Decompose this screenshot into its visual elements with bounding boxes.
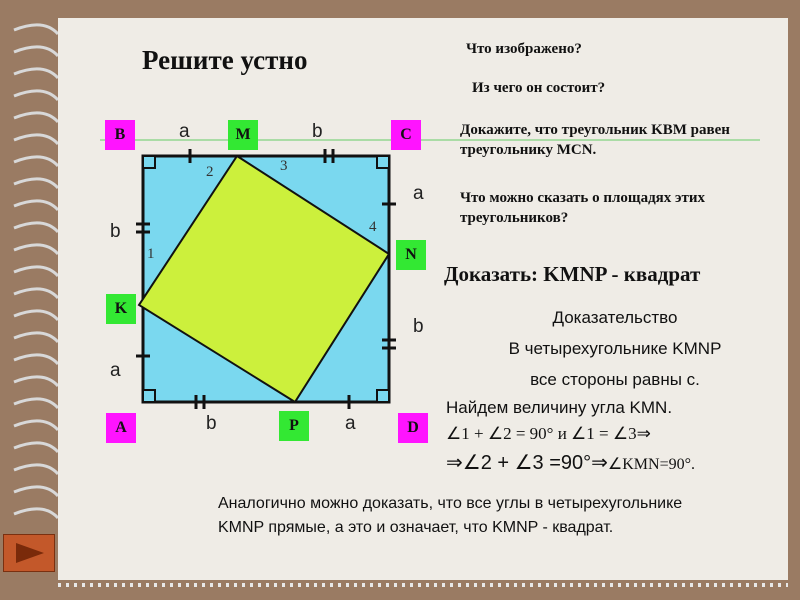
task-1: Докажите, что треугольник KBM равен треугольнику MCN.: [460, 122, 730, 158]
point-label-p: P: [279, 411, 309, 441]
conclusion-text: Аналогично можно доказать, что все углы в четырехугольнике KMNP прямые, а это и означает, что KMNP - квадрат.: [218, 495, 683, 536]
next-slide-button[interactable]: [3, 534, 55, 572]
point-label-m: M: [228, 120, 258, 150]
segment-left-a: a: [110, 360, 121, 381]
play-arrow-icon: [4, 535, 54, 571]
slide-title: Решите устно: [142, 45, 308, 75]
proof-line-1: В четырехугольнике KMNP: [508, 339, 722, 358]
vertex-label-d: D: [398, 413, 428, 443]
question-1: Что изображено?: [466, 41, 582, 57]
vertex-label-a: A: [106, 413, 136, 443]
point-label-k: K: [106, 294, 136, 324]
angle-label-1: 1: [147, 246, 155, 262]
proof-line-3: Найдем величину угла KMN.: [446, 398, 673, 417]
proof-line-5b: ∠KMN=90°.: [607, 456, 696, 473]
vertex-label-b: B: [105, 120, 135, 150]
proof-line-2: все стороны равны с.: [530, 370, 700, 389]
task-2: Что можно сказать о площадях этих треугольников?: [460, 190, 706, 226]
segment-right-b: b: [413, 316, 424, 337]
point-label-n: N: [396, 240, 426, 270]
proof-line-5a: ⇒∠2 + ∠3 =90°⇒: [446, 452, 608, 474]
proof-heading: Доказательство: [552, 308, 678, 327]
segment-top-a: a: [179, 121, 190, 142]
segment-right-a: a: [413, 183, 424, 204]
segment-bottom-b: b: [206, 413, 217, 434]
prove-statement: Доказать: KMNP - квадрат: [444, 262, 701, 286]
proof-line-4: ∠1 + ∠2 = 90° и ∠1 = ∠3⇒: [446, 424, 651, 443]
angle-label-4: 4: [369, 219, 377, 235]
vertex-label-c: C: [391, 120, 421, 150]
angle-label-2: 2: [206, 164, 214, 180]
segment-left-b: b: [110, 221, 121, 242]
segment-top-b: b: [312, 121, 323, 142]
question-2: Из чего он состоит?: [472, 80, 606, 96]
angle-label-3: 3: [280, 158, 288, 174]
segment-bottom-a: a: [345, 413, 356, 434]
